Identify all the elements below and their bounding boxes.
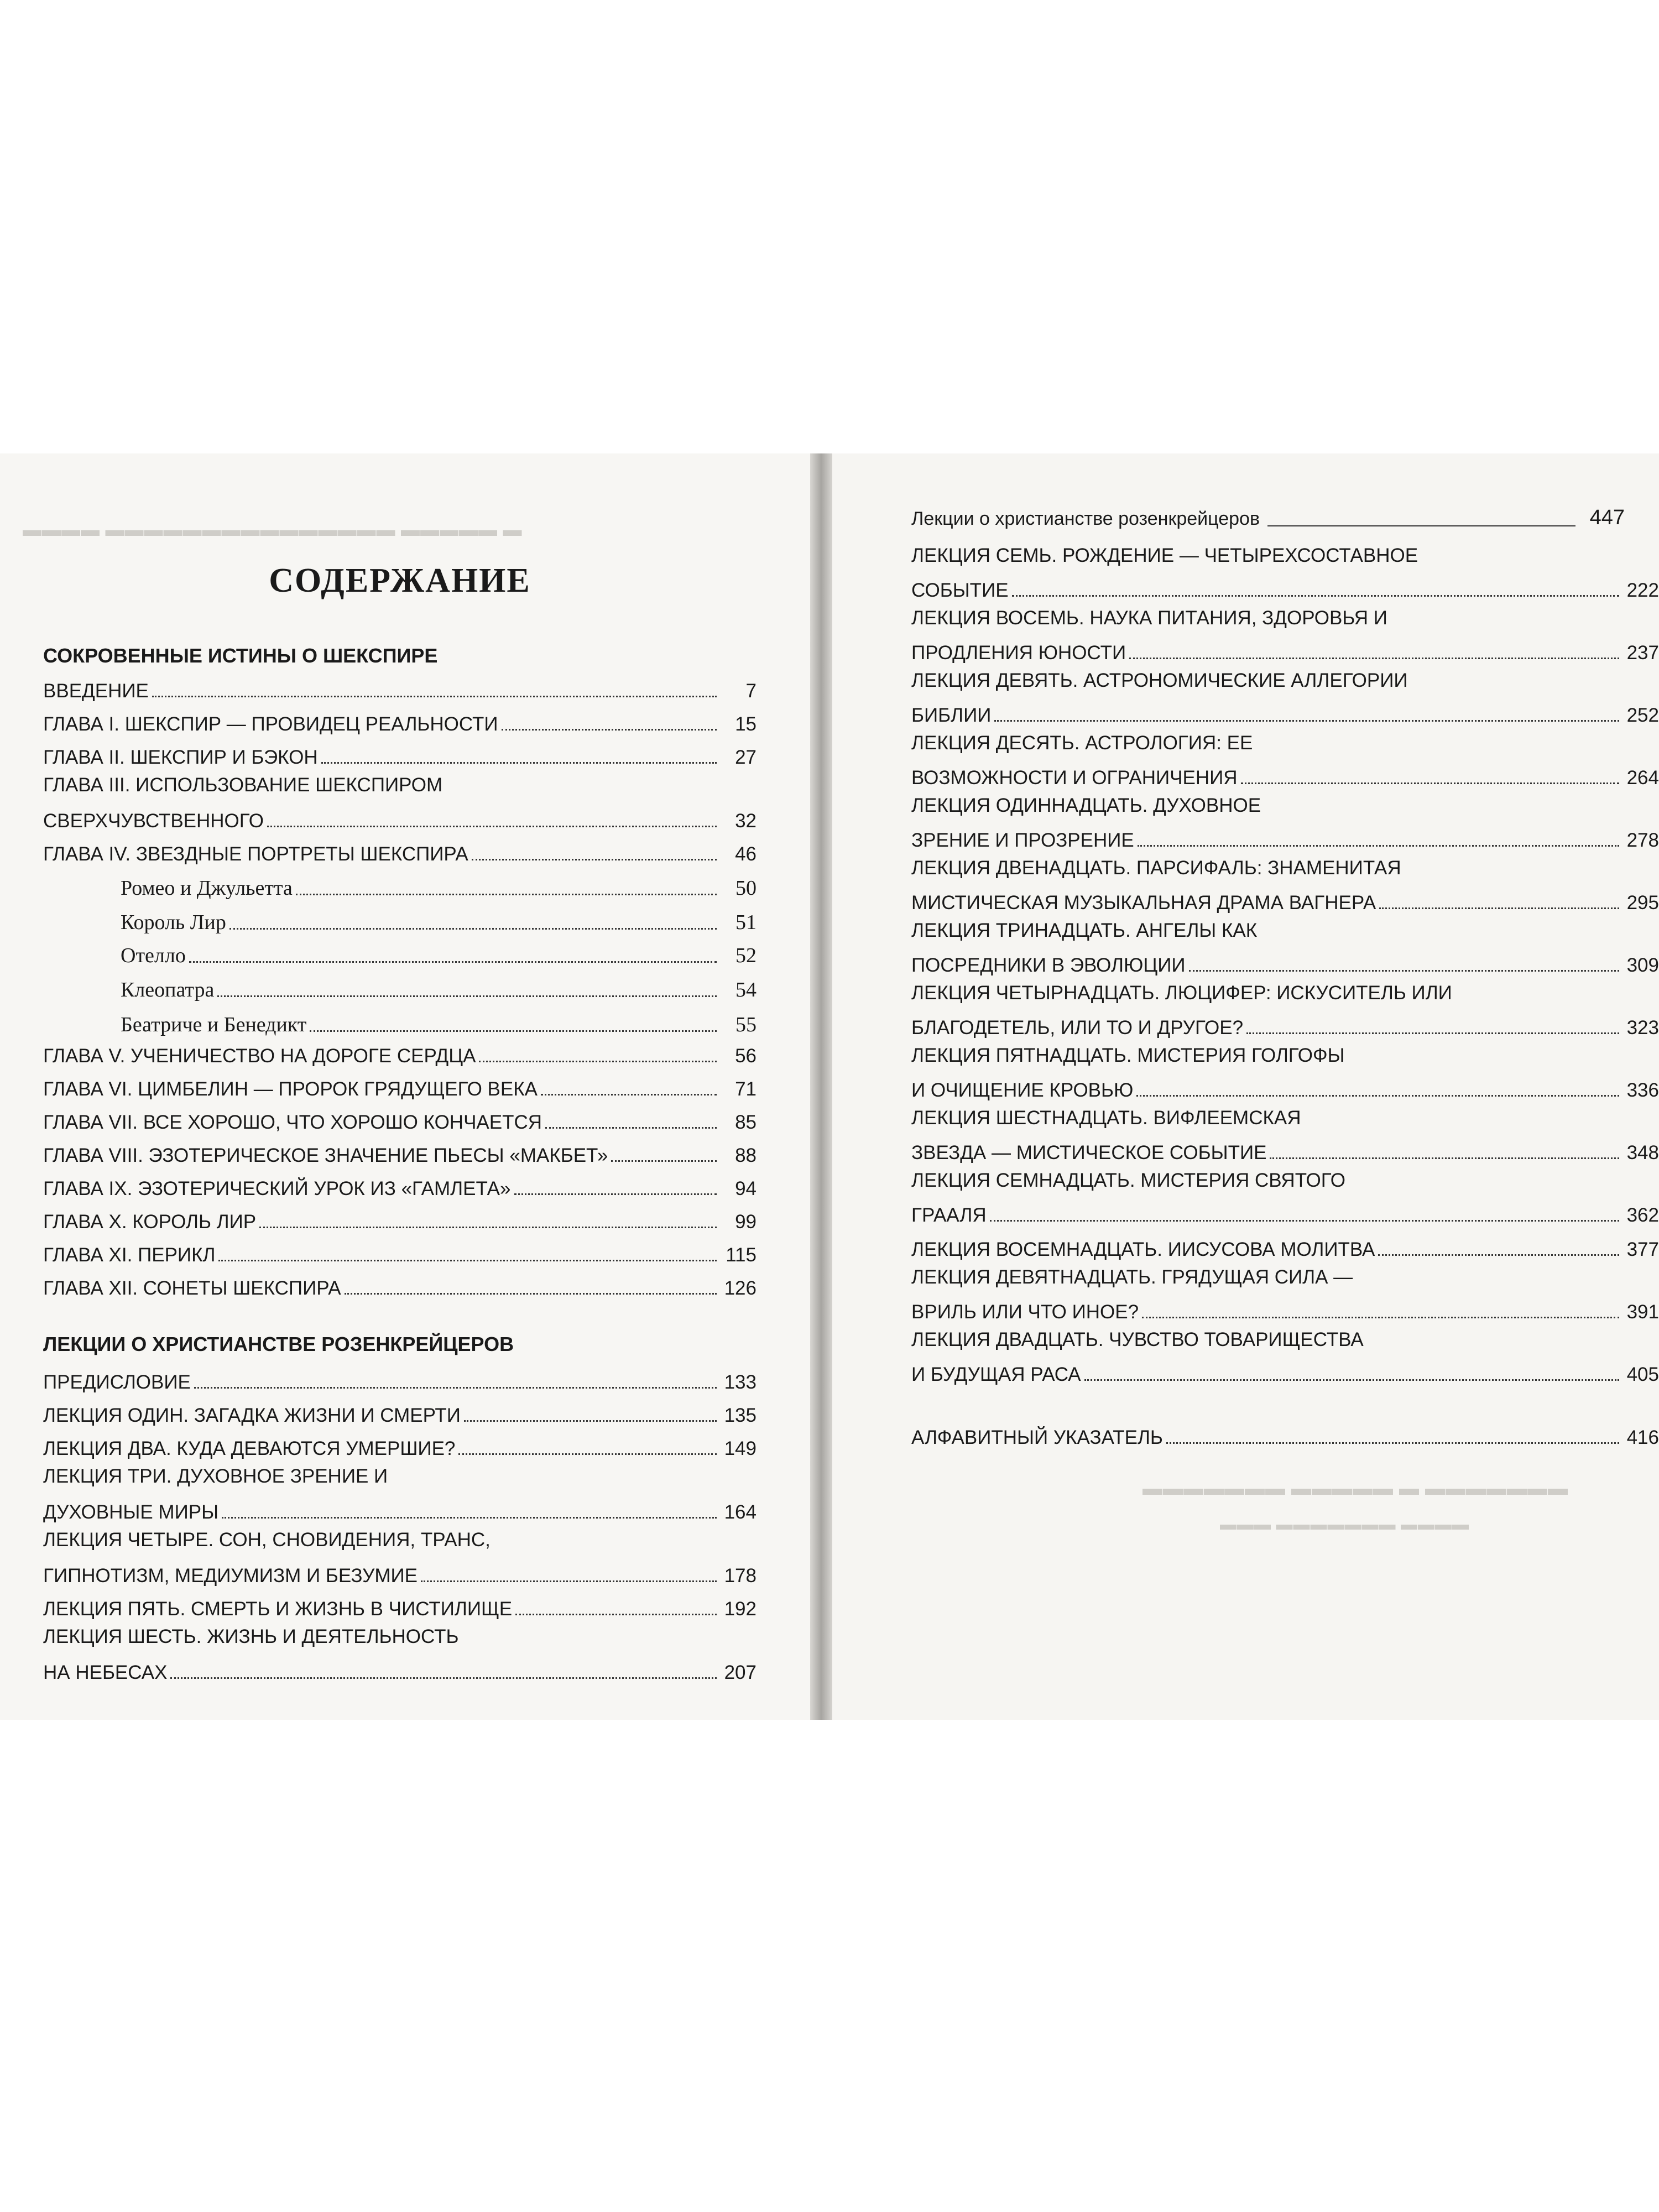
toc-entry[interactable]: ГЛАВА VII. ВСЕ ХОРОШО, ЧТО ХОРОШО КОНЧАЕТСЯ 85: [43, 1112, 757, 1133]
toc-entry[interactable]: ДУХОВНЫЕ МИРЫ 164: [43, 1501, 757, 1523]
toc-entry-line1: ЛЕКЦИЯ СЕМЬ. РОЖДЕНИЕ — ЧЕТЫРЕХСОСТАВНОЕ: [911, 545, 1418, 566]
toc-entry-line1: ЛЕКЦИЯ ЧЕТЫРНАДЦАТЬ. ЛЮЦИФЕР: ИСКУСИТЕЛЬ ИЛИ: [911, 982, 1452, 1004]
toc-entry-line1: ЛЕКЦИЯ ДЕВЯТНАДЦАТЬ. ГРЯДУЩАЯ СИЛА —: [911, 1266, 1353, 1288]
toc-entry[interactable]: ГЛАВА X. КОРОЛЬ ЛИР 99: [43, 1211, 757, 1233]
toc-entry[interactable]: ЛЕКЦИЯ ВОСЕМНАДЦАТЬ. ИИСУСОВА МОЛИТВА 377: [911, 1239, 1659, 1260]
book-spread: [0, 453, 1659, 1720]
toc-entry[interactable]: ВРИЛЬ ИЛИ ЧТО ИНОЕ? 391: [911, 1301, 1659, 1323]
toc-entry-line1: ЛЕКЦИЯ ШЕСТНАДЦАТЬ. ВИФЛЕЕМСКАЯ: [911, 1107, 1301, 1129]
toc-entry-line1: ЛЕКЦИЯ ЧЕТЫРЕ. СОН, СНОВИДЕНИЯ, ТРАНС,: [43, 1529, 491, 1551]
toc-entry-line1: ЛЕКЦИЯ СЕМНАДЦАТЬ. МИСТЕРИЯ СВЯТОГО: [911, 1170, 1345, 1191]
right-page: [832, 453, 1659, 1720]
section-title-rosicrucian: ЛЕКЦИИ О ХРИСТИАНСТВЕ РОЗЕНКРЕЙЦЕРОВ: [43, 1333, 514, 1355]
toc-entry[interactable]: ВВЕДЕНИЕ 7: [43, 680, 757, 702]
toc-entry[interactable]: ЛЕКЦИЯ ДВА. КУДА ДЕВАЮТСЯ УМЕРШИЕ? 149: [43, 1438, 757, 1459]
page-number: 447: [1589, 506, 1625, 529]
toc-entry[interactable]: СВЕРХЧУВСТВЕННОГО 32: [43, 810, 757, 832]
bleed-through-text: ▬ ▬▬▬▬▬ ▬▬▬▬▬▬▬▬▬▬▬▬▬▬▬ ▬▬▬▬: [22, 520, 522, 540]
toc-entry[interactable]: ГЛАВА XII. СОНЕТЫ ШЕКСПИРА 126: [43, 1277, 757, 1299]
toc-entry[interactable]: ГРААЛЯ 362: [911, 1204, 1659, 1226]
toc-entry-line1: ЛЕКЦИЯ ТРИ. ДУХОВНОЕ ЗРЕНИЕ И: [43, 1465, 388, 1487]
toc-entry-line1: ЛЕКЦИЯ ДВЕНАДЦАТЬ. ПАРСИФАЛЬ: ЗНАМЕНИТАЯ: [911, 857, 1401, 879]
toc-entry[interactable]: И БУДУЩАЯ РАСА 405: [911, 1364, 1659, 1385]
section-title-shakespeare: СОКРОВЕННЫЕ ИСТИНЫ О ШЕКСПИРЕ: [43, 644, 438, 667]
toc-entry-line1: ЛЕКЦИЯ ПЯТНАДЦАТЬ. МИСТЕРИЯ ГОЛГОФЫ: [911, 1045, 1345, 1066]
toc-entry[interactable]: ГЛАВА IX. ЭЗОТЕРИЧЕСКИЙ УРОК ИЗ «ГАМЛЕТА» 94: [43, 1178, 757, 1199]
running-title: Лекции о христианстве розенкрейцеров: [911, 508, 1260, 529]
toc-entry[interactable]: ГЛАВА VI. ЦИМБЕЛИН — ПРОРОК ГРЯДУЩЕГО ВЕКА 71: [43, 1078, 757, 1100]
toc-entry[interactable]: БИБЛИИ 252: [911, 705, 1659, 726]
running-header: [911, 503, 1625, 530]
toc-entry-line1: ЛЕКЦИЯ ДВАДЦАТЬ. ЧУВСТВО ТОВАРИЩЕСТВА: [911, 1329, 1364, 1350]
toc-entry[interactable]: ГЛАВА II. ШЕКСПИР И БЭКОН 27: [43, 747, 757, 768]
left-page: [0, 453, 810, 1720]
toc-subentry[interactable]: Ромео и Джульетта 50: [121, 877, 757, 900]
toc-subentry[interactable]: Отелло 52: [121, 944, 757, 967]
toc-entry[interactable]: ПРЕДИСЛОВИЕ 133: [43, 1371, 757, 1393]
toc-entry[interactable]: БЛАГОДЕТЕЛЬ, ИЛИ ТО И ДРУГОЕ? 323: [911, 1017, 1659, 1039]
toc-entry[interactable]: ЗВЕЗДА — МИСТИЧЕСКОЕ СОБЫТИЕ 348: [911, 1142, 1659, 1164]
toc-entry-line1: ЛЕКЦИЯ ДЕСЯТЬ. АСТРОЛОГИЯ: ЕЕ: [911, 732, 1253, 754]
toc-entry-line1: ЛЕКЦИЯ ШЕСТЬ. ЖИЗНЬ И ДЕЯТЕЛЬНОСТЬ: [43, 1626, 459, 1647]
toc-entry[interactable]: ГЛАВА XI. ПЕРИКЛ 115: [43, 1244, 757, 1266]
toc-entry-line1: ЛЕКЦИЯ ВОСЕМЬ. НАУКА ПИТАНИЯ, ЗДОРОВЬЯ И: [911, 607, 1387, 629]
toc-entry-line1: ЛЕКЦИЯ ТРИНАДЦАТЬ. АНГЕЛЫ КАК: [911, 920, 1258, 941]
toc-entry-line1: ЛЕКЦИЯ ДЕВЯТЬ. АСТРОНОМИЧЕСКИЕ АЛЛЕГОРИИ: [911, 670, 1408, 691]
toc-entry[interactable]: И ОЧИЩЕНИЕ КРОВЬЮ 336: [911, 1079, 1659, 1101]
toc-subentry[interactable]: Клеопатра 54: [121, 978, 757, 1001]
toc-subentry[interactable]: Беатриче и Бенедикт 55: [121, 1013, 757, 1036]
toc-entry-line1: ГЛАВА III. ИСПОЛЬЗОВАНИЕ ШЕКСПИРОМ: [43, 774, 443, 796]
toc-entry[interactable]: ГЛАВА V. УЧЕНИЧЕСТВО НА ДОРОГЕ СЕРДЦА 56: [43, 1045, 757, 1067]
toc-entry-index[interactable]: АЛФАВИТНЫЙ УКАЗАТЕЛЬ 416: [911, 1427, 1659, 1448]
toc-entry[interactable]: ЛЕКЦИЯ ОДИН. ЗАГАДКА ЖИЗНИ И СМЕРТИ 135: [43, 1405, 757, 1426]
toc-entry[interactable]: ПРОДЛЕНИЯ ЮНОСТИ 237: [911, 642, 1659, 664]
toc-entry[interactable]: МИСТИЧЕСКАЯ МУЗЫКАЛЬНАЯ ДРАМА ВАГНЕРА 295: [911, 892, 1659, 914]
toc-entry[interactable]: ЛЕКЦИЯ ПЯТЬ. СМЕРТЬ И ЖИЗНЬ В ЧИСТИЛИЩЕ 192: [43, 1598, 757, 1620]
book-gutter: [810, 453, 832, 1720]
toc-entry[interactable]: СОБЫТИЕ 222: [911, 580, 1659, 601]
toc-entry[interactable]: ПОСРЕДНИКИ В ЭВОЛЮЦИИ 309: [911, 954, 1659, 976]
toc-entry[interactable]: ГЛАВА I. ШЕКСПИР — ПРОВИДЕЦ РЕАЛЬНОСТИ 15: [43, 713, 757, 735]
toc-entry[interactable]: ГЛАВА IV. ЗВЕЗДНЫЕ ПОРТРЕТЫ ШЕКСПИРА 46: [43, 843, 757, 865]
toc-entry[interactable]: ГЛАВА VIII. ЭЗОТЕРИЧЕСКОЕ ЗНАЧЕНИЕ ПЬЕСЫ «МАКБЕТ» 88: [43, 1145, 757, 1166]
toc-entry[interactable]: ГИПНОТИЗМ, МЕДИУМИЗМ И БЕЗУМИЕ 178: [43, 1565, 757, 1587]
toc-entry-line1: ЛЕКЦИЯ ОДИННАДЦАТЬ. ДУХОВНОЕ: [911, 795, 1261, 816]
toc-entry[interactable]: ЗРЕНИЕ И ПРОЗРЕНИЕ 278: [911, 830, 1659, 851]
toc-heading: СОДЕРЖАНИЕ: [269, 562, 531, 599]
bleed-through-text: ▬▬▬▬ ▬▬▬▬▬▬▬ ▬▬▬: [1219, 1515, 1469, 1533]
toc-subentry[interactable]: Король Лир 51: [121, 911, 757, 934]
toc-entry[interactable]: НА НЕБЕСАХ 207: [43, 1662, 757, 1683]
toc-entry[interactable]: ВОЗМОЖНОСТИ И ОГРАНИЧЕНИЯ 264: [911, 767, 1659, 789]
bleed-through-text: ▬▬▬▬▬▬▬ ▬ ▬▬▬▬▬ ▬▬▬▬▬▬▬: [1142, 1477, 1568, 1499]
